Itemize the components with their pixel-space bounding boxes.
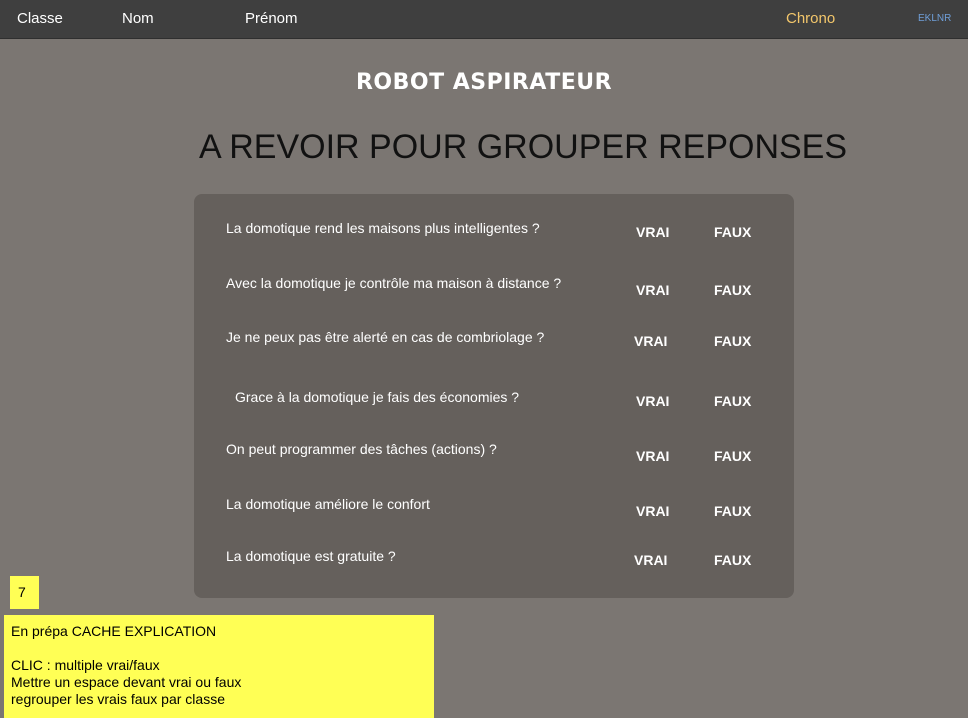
vrai-button[interactable]: VRAI — [634, 552, 668, 568]
vrai-button[interactable]: VRAI — [636, 282, 670, 298]
question-text: On peut programmer des tâches (actions) ? — [226, 441, 497, 457]
vrai-button[interactable]: VRAI — [634, 333, 668, 349]
sticky-note — [4, 615, 434, 718]
page-subtitle: A REVOIR POUR GROUPER REPONSES — [199, 128, 848, 166]
vrai-button[interactable]: VRAI — [636, 503, 670, 519]
note-line: Mettre un espace devant vrai ou faux — [11, 674, 242, 690]
question-text: La domotique améliore le confort — [226, 496, 430, 512]
note-line: regrouper les vrais faux par classe — [11, 691, 225, 707]
nom-field[interactable]: Nom — [122, 10, 154, 27]
chrono-timer: Chrono — [786, 10, 836, 27]
note-line: CLIC : multiple vrai/faux — [11, 657, 160, 673]
faux-button[interactable]: FAUX — [714, 282, 752, 298]
question-text: Grace à la domotique je fais des économies ? — [235, 389, 520, 405]
faux-button[interactable]: FAUX — [714, 393, 752, 409]
page-number-badge: 7 — [10, 576, 39, 609]
question-text: Avec la domotique je contrôle ma maison à distance ? — [226, 275, 562, 291]
faux-button[interactable]: FAUX — [714, 333, 752, 349]
quiz-panel — [194, 194, 794, 598]
vrai-button[interactable]: VRAI — [636, 393, 670, 409]
prenom-field[interactable]: Prénom — [245, 10, 298, 27]
top-bar — [0, 0, 968, 39]
classe-field[interactable]: Classe — [17, 10, 63, 27]
session-code: EKLNR — [918, 13, 952, 24]
faux-button[interactable]: FAUX — [714, 552, 752, 568]
note-spacer — [11, 640, 434, 657]
faux-button[interactable]: FAUX — [714, 448, 752, 464]
faux-button[interactable]: FAUX — [714, 503, 752, 519]
vrai-button[interactable]: VRAI — [636, 448, 670, 464]
page-title: ROBOT ASPIRATEUR — [355, 70, 613, 95]
question-text: La domotique rend les maisons plus intelligentes ? — [226, 220, 540, 236]
vrai-button[interactable]: VRAI — [636, 224, 670, 240]
faux-button[interactable]: FAUX — [714, 224, 752, 240]
note-line: En prépa CACHE EXPLICATION — [11, 623, 217, 639]
question-text: La domotique est gratuite ? — [226, 548, 396, 564]
question-text: Je ne peux pas être alerté en cas de combriolage ? — [226, 329, 545, 345]
